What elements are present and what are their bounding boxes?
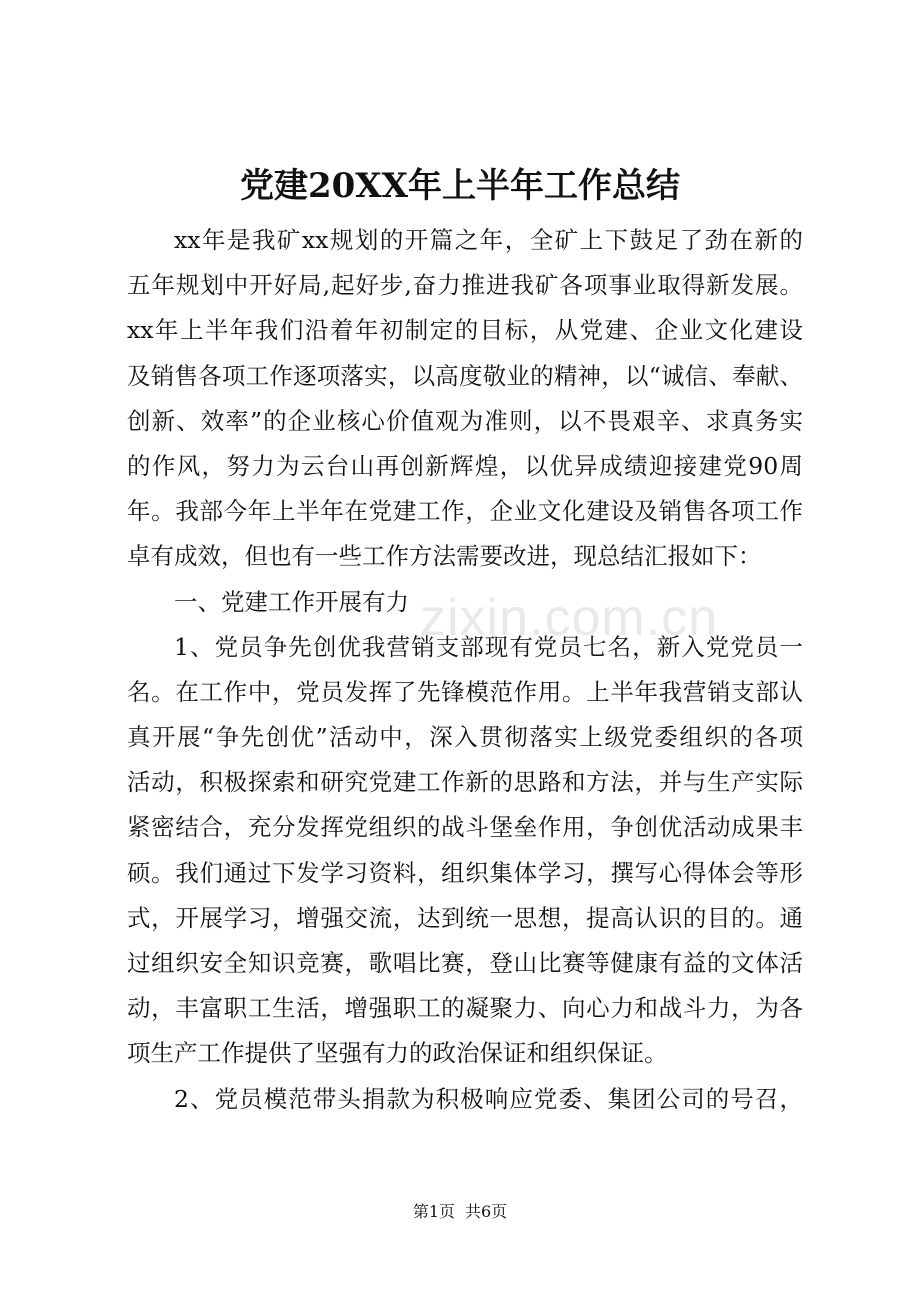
paragraph-line: 年。我部今年上半年在党建工作，企业文化建设及销售各项工作 <box>127 497 803 526</box>
section-heading: 一、党建工作开展有力 <box>174 587 409 616</box>
document-body <box>127 218 803 1122</box>
paragraph-line: xx年上半年我们沿着年初制定的目标，从党建、企业文化建设 <box>127 316 803 345</box>
paragraph-line: 活动，积极探索和研究党建工作新的思路和方法，并与生产实际 <box>127 768 803 797</box>
paragraph-line: 项生产工作提供了坚强有力的政治保证和组织保证。 <box>127 1039 668 1068</box>
paragraph-line: 卓有成效，但也有一些工作方法需要改进，现总结汇报如下： <box>127 542 762 571</box>
paragraph-line: 硕。我们通过下发学习资料，组织集体学习，撰写心得体会等形 <box>127 858 803 887</box>
paragraph-line: 五年规划中开好局,起好步,奋力推进我矿各项事业取得新发展。 <box>127 271 803 300</box>
page-footer <box>0 1198 920 1226</box>
paragraph-line: 紧密结合，充分发挥党组织的战斗堡垒作用，争创优活动成果丰 <box>127 813 803 842</box>
paragraph-line: 创新、效率”的企业核心价值观为准则，以不畏艰辛、求真务实 <box>127 406 803 435</box>
paragraph-line: 过组织安全知识竞赛，歌唱比赛，登山比赛等健康有益的文体活 <box>127 949 803 977</box>
paragraph-line: xx年是我矿xx规划的开篇之年，全矿上下鼓足了劲在新的 <box>174 226 803 254</box>
paragraph-line: 2、党员模范带头捐款为积极响应党委、集团公司的号召， <box>174 1084 803 1113</box>
paragraph-line: 1、党员争先创优我营销支部现有党员七名，新入党党员一 <box>174 632 803 661</box>
paragraph-line: 式，开展学习，增强交流，达到统一思想，提高认识的目的。通 <box>127 903 803 932</box>
page-number-total: 共6页 <box>465 1202 508 1221</box>
paragraph-line: 动，丰富职工生活，增强职工的凝聚力、向心力和战斗力，为各 <box>127 994 803 1023</box>
paragraph-line: 真开展“争先创优”活动中，深入贯彻落实上级党委组织的各项 <box>127 723 803 752</box>
watermark: zixin.com.cn <box>420 589 719 647</box>
paragraph-line: 名。在工作中，党员发挥了先锋模范作用。上半年我营销支部认 <box>127 677 803 706</box>
page-number-current: 第1页 <box>412 1202 455 1221</box>
paragraph-line: 的作风，努力为云台山再创新辉煌，以优异成绩迎接建党90周 <box>127 451 803 480</box>
paragraph-line: 及销售各项工作逐项落实，以高度敬业的精神，以“诚信、奉献、 <box>127 361 803 390</box>
document-title: 党建20XX年上半年工作总结 <box>239 166 681 206</box>
